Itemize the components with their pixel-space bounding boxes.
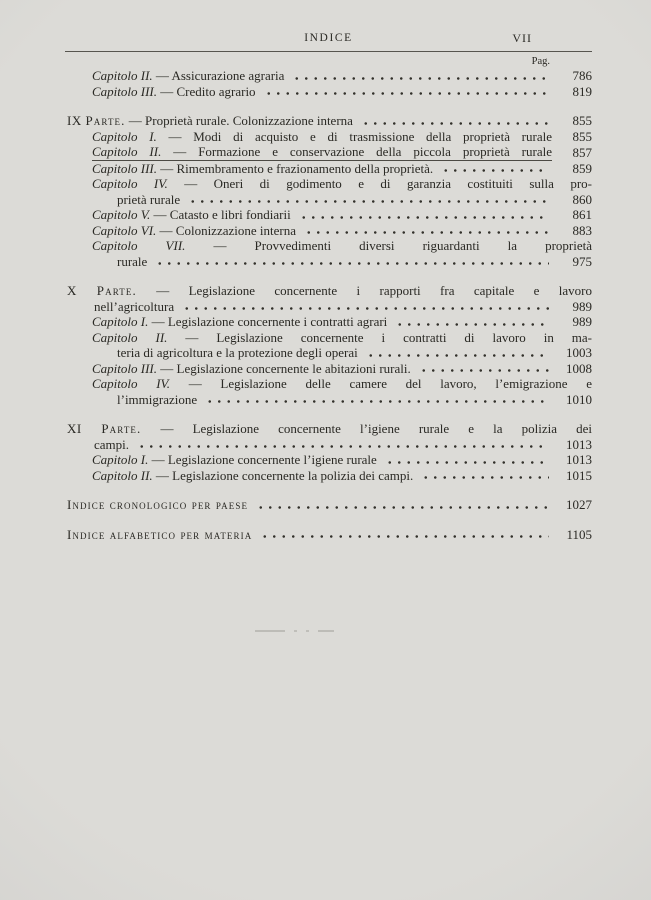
toc-line bbox=[65, 314, 592, 330]
toc-line-text bbox=[92, 176, 592, 192]
scan-smudge bbox=[255, 629, 350, 633]
entry-page-number: 1008 bbox=[566, 360, 592, 376]
part-numeral: IX bbox=[67, 113, 86, 128]
toc-line-text bbox=[117, 392, 197, 408]
index-heading: Indice alfabetico per materia bbox=[67, 526, 253, 542]
entry-title: — Assicurazione agraria bbox=[152, 68, 285, 83]
dot-leader bbox=[439, 162, 549, 176]
dot-leader bbox=[254, 499, 549, 513]
entry-page-number: 1105 bbox=[566, 526, 592, 542]
entry-page-number: 1027 bbox=[566, 497, 592, 512]
header-rule bbox=[65, 51, 592, 52]
dot-leader bbox=[180, 300, 549, 314]
toc-line-text bbox=[92, 129, 552, 145]
toc-line-text bbox=[67, 421, 592, 437]
toc-line-text bbox=[92, 84, 256, 100]
entry-title: — Oneri di godimento e di garanzia costituiti sulla pro- bbox=[167, 176, 592, 191]
toc-line bbox=[65, 84, 592, 100]
toc-line bbox=[65, 254, 592, 270]
entry-page-number: 861 bbox=[572, 207, 592, 222]
toc-line-text bbox=[92, 468, 413, 484]
toc-line bbox=[65, 497, 592, 513]
entry-title: nell’agricoltura bbox=[94, 298, 175, 314]
chapter-label: Capitolo II. bbox=[92, 467, 153, 483]
toc-line bbox=[65, 207, 592, 223]
entry-title: campi. bbox=[94, 436, 130, 452]
toc-line bbox=[65, 437, 592, 453]
entry-page-number: 989 bbox=[572, 314, 592, 329]
toc-line bbox=[65, 392, 592, 408]
dot-leader bbox=[135, 438, 549, 452]
toc-line-text bbox=[92, 68, 284, 84]
index-heading: Indice cronologico per paese bbox=[67, 497, 249, 512]
entry-title: — Legislazione concernente l’igiene rurale bbox=[148, 452, 377, 467]
toc-line-text bbox=[92, 361, 411, 377]
toc-line-text bbox=[92, 223, 296, 239]
dot-leader bbox=[419, 469, 549, 483]
entry-title: prietà rurale bbox=[117, 191, 181, 207]
toc-line bbox=[65, 129, 592, 145]
entry-title: — Formazione e conservazione della piccola proprietà rurale bbox=[161, 144, 552, 159]
entry-page-number: 1013 bbox=[566, 436, 592, 452]
entry-title: — Catasto e libri fondiarii bbox=[150, 207, 291, 222]
smudge-dot bbox=[294, 630, 297, 632]
entry-title: — Legislazione concernente la polizia dei campi. bbox=[152, 467, 414, 483]
toc-line-text bbox=[92, 144, 552, 161]
part-label: Parte. bbox=[101, 421, 142, 436]
toc-line bbox=[65, 421, 592, 437]
chapter-label: Capitolo III. bbox=[92, 160, 157, 176]
toc-line bbox=[65, 330, 592, 346]
dot-leader bbox=[383, 454, 549, 468]
entry-page-number: 975 bbox=[572, 253, 592, 269]
chapter-label: Capitolo VII. bbox=[92, 238, 186, 253]
entry-title: — Rimembramento e frazionamento della proprietà. bbox=[157, 160, 434, 176]
smudge-dash bbox=[255, 630, 285, 632]
chapter-label: Capitolo V. bbox=[92, 207, 151, 222]
toc-line bbox=[65, 345, 592, 361]
toc-line-text bbox=[67, 113, 353, 129]
entry-page-number: 855 bbox=[572, 113, 592, 128]
entry-page-number: 819 bbox=[572, 83, 592, 99]
toc-line bbox=[65, 223, 592, 239]
part-label: Parte. bbox=[85, 113, 126, 128]
chapter-label: Capitolo IV. bbox=[92, 176, 168, 191]
dot-leader bbox=[359, 115, 549, 129]
entry-title: — Modi di acquisto e di trasmissione della proprietà rurale bbox=[156, 128, 552, 144]
dot-leader bbox=[290, 70, 549, 84]
toc-line bbox=[65, 468, 592, 484]
smudge-dash bbox=[318, 630, 334, 632]
toc-line bbox=[65, 376, 592, 392]
chapter-label: Capitolo II. bbox=[92, 329, 168, 345]
toc-line-text bbox=[117, 345, 358, 361]
dot-leader bbox=[302, 224, 549, 238]
toc-line bbox=[65, 299, 592, 315]
toc-line bbox=[65, 192, 592, 208]
toc-line-text bbox=[92, 207, 291, 223]
entry-page-number: 855 bbox=[572, 128, 592, 144]
dot-leader bbox=[153, 255, 549, 269]
dot-leader bbox=[417, 362, 549, 376]
toc-line bbox=[65, 68, 592, 84]
entry-page-number: 860 bbox=[572, 191, 592, 207]
toc-line bbox=[65, 176, 592, 192]
smudge-dot bbox=[306, 630, 309, 632]
dot-leader bbox=[364, 347, 549, 361]
dot-leader bbox=[262, 85, 549, 99]
chapter-label: Capitolo II. bbox=[92, 68, 153, 83]
chapter-label: Capitolo VI. bbox=[92, 222, 157, 238]
entry-page-number: 786 bbox=[572, 68, 592, 83]
chapter-label: Capitolo II. bbox=[92, 144, 162, 159]
part-numeral: X bbox=[67, 283, 97, 298]
chapter-label: Capitolo III. bbox=[92, 83, 157, 99]
dot-leader bbox=[203, 393, 549, 407]
entry-title: — Legislazione concernente l’igiene rurale e la polizia dei bbox=[141, 421, 592, 436]
toc-lines bbox=[65, 68, 592, 542]
entry-title: teria di agricoltura e la protezione degli operai bbox=[117, 345, 358, 360]
toc-line-text bbox=[67, 527, 252, 543]
toc-line bbox=[65, 527, 592, 543]
entry-title: — Provvedimenti diversi riguardanti la proprietà bbox=[185, 238, 593, 253]
entry-title: — Legislazione concernente le abitazioni rurali. bbox=[157, 360, 411, 376]
toc-line-text bbox=[117, 192, 180, 208]
entry-page-number: 859 bbox=[572, 160, 592, 176]
part-label: Parte. bbox=[96, 283, 137, 298]
folio-number: VII bbox=[512, 31, 532, 45]
dot-leader bbox=[258, 528, 549, 542]
entry-page-number: 1010 bbox=[566, 391, 592, 407]
entry-page-number: 1003 bbox=[566, 345, 592, 360]
chapter-label: Capitolo I. bbox=[92, 452, 149, 467]
entry-page-number: 989 bbox=[572, 298, 592, 314]
page-title: INDICE bbox=[304, 32, 353, 44]
dot-leader bbox=[186, 193, 549, 207]
toc-line bbox=[65, 161, 592, 177]
part-numeral: XI bbox=[67, 421, 102, 436]
entry-title: rurale bbox=[117, 253, 148, 269]
entry-page-number: 1015 bbox=[566, 467, 592, 483]
entry-page-number: 857 bbox=[572, 145, 592, 160]
toc-line-text bbox=[92, 238, 592, 254]
toc-line bbox=[65, 144, 592, 161]
chapter-label: Capitolo I. bbox=[92, 314, 149, 329]
dot-leader bbox=[393, 316, 549, 330]
scanned-page bbox=[65, 30, 592, 542]
toc-line-text bbox=[94, 437, 129, 453]
entry-page-number: 883 bbox=[572, 222, 592, 238]
entry-title: — Credito agrario bbox=[157, 83, 256, 99]
pag-column-label: Pag. bbox=[531, 56, 550, 67]
chapter-label: Capitolo III. bbox=[92, 360, 157, 376]
chapter-label: Capitolo IV. bbox=[92, 376, 171, 391]
toc-line-text bbox=[94, 299, 174, 315]
entry-title: l’immigrazione bbox=[117, 391, 198, 407]
toc-line-text bbox=[67, 283, 592, 299]
entry-title: — Legislazione concernente i rapporti fra capitale e lavoro bbox=[136, 283, 592, 298]
entry-title: — Legislazione delle camere del lavoro, l’emigrazione e bbox=[170, 376, 593, 391]
page-header bbox=[65, 30, 592, 46]
entry-title: — Colonizzazione interna bbox=[156, 222, 296, 238]
toc-line-text bbox=[92, 314, 387, 330]
toc-line bbox=[65, 452, 592, 468]
chapter-label: Capitolo I. bbox=[92, 128, 157, 144]
toc-line-text bbox=[92, 452, 377, 468]
dot-leader bbox=[297, 209, 549, 223]
toc-line-text bbox=[92, 376, 592, 392]
toc-line-text bbox=[92, 161, 433, 177]
toc-line bbox=[65, 283, 592, 299]
toc-line-text bbox=[67, 497, 248, 513]
toc-line-text bbox=[92, 330, 592, 346]
toc-line bbox=[65, 113, 592, 129]
toc-line-text bbox=[117, 254, 147, 270]
toc-line bbox=[65, 238, 592, 254]
entry-title: — Legislazione concernente i contratti di lavoro in ma- bbox=[167, 329, 593, 345]
entry-title: — Legislazione concernente i contratti agrari bbox=[148, 314, 388, 329]
entry-title: — Proprietà rurale. Colonizzazione interna bbox=[125, 113, 353, 128]
toc-line bbox=[65, 361, 592, 377]
entry-page-number: 1013 bbox=[566, 452, 592, 467]
